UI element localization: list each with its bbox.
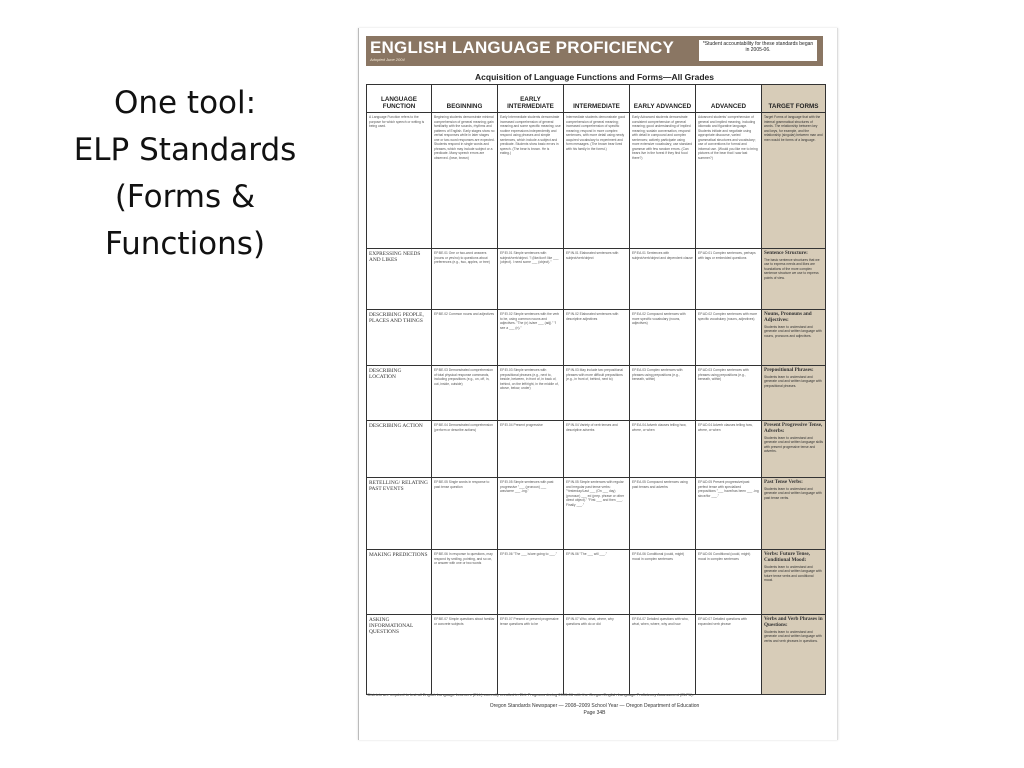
slide-title-line: One tool:	[113, 85, 257, 121]
function-cell: DESCRIBING ACTION	[367, 421, 432, 478]
standards-table	[366, 84, 826, 695]
table-cell: EP.EI.07 Present or present progressive tense questions with to be	[498, 615, 564, 695]
table-cell: EP.EA.04 Adverb clauses telling how, where, or when	[630, 421, 696, 478]
slide-title-line: Functions)	[104, 226, 266, 262]
table-cell: EP.IN.05 Simple sentences with regular and irregular past tense verbs: "Yesterday/Last ___ (On ___ day) (pronoun) ___ ed (prep. phrase or other direct object)." "First ___ and then ___. Finally ___."	[564, 478, 630, 550]
table-cell: EP.IN.07 Who, what, where, why questions with do or did	[564, 615, 630, 695]
document-banner	[366, 36, 823, 66]
table-cell: Intermediate students demonstrate good comprehension of general meaning; increased comprehension of specific meaning; respond in more complex sentences, with more detail using newly acquired vocabulary to experiment and form messages. (The brown bear lived with his family in the forest.)	[564, 113, 630, 249]
banner-note: *Student accountability for these standards began in 2005-06.	[698, 39, 818, 62]
target-form-text: Students learn to understand and generate oral and written language with past tense verbs.	[764, 486, 822, 500]
target-form-heading: Verbs: Future Tense, Conditional Mood:	[764, 551, 810, 563]
target-form-heading: Past Tense Verbs:	[764, 479, 803, 485]
table-cell: EP.EA.03 Complex sentences with phrases using prepositions (e.g., beneath, within)	[630, 366, 696, 421]
table-cell: EP.EA.02 Compound sentences with more specific vocabulary (nouns, adjectives)	[630, 310, 696, 366]
target-form-text: The basic sentence structures that we use to express needs and likes are foundations of the more complex sentence structure we use to express points of view.	[764, 257, 820, 280]
function-cell: ASKING INFORMATIONAL QUESTIONS	[367, 615, 432, 695]
target-form-cell	[762, 550, 826, 615]
table-cell: EP.AD.07 Detailed questions with expanded verb phrase	[696, 615, 762, 695]
target-form-text: Students learn to understand and generate oral and written language with nouns, pronouns and adjectives.	[764, 324, 822, 338]
table-cell: EP.AD.03 Complex sentences with phrases using prepositions (e.g., beneath, within)	[696, 366, 762, 421]
column-header: TARGET FORMS	[762, 85, 826, 113]
table-cell: EP.EA.07 Detailed questions with who, what, when, where, why and how	[630, 615, 696, 695]
table-cell: EP.BE.03 Demonstrated comprehension of total physical response commands, including prepositions (e.g., on, off, in, out, inside, outside)	[432, 366, 498, 421]
table-row	[367, 421, 826, 478]
page-number: Page 34B	[583, 710, 606, 716]
table-cell: EP.AD.01 Complex sentences, perhaps with tags or embedded questions	[696, 249, 762, 310]
target-form-heading: Verbs and Verb Phrases in Questions:	[764, 616, 823, 628]
table-cell: EP.AD.02 Complex sentences with more specific vocabulary (nouns, adjectives)	[696, 310, 762, 366]
function-cell: EXPRESSING NEEDS AND LIKES	[367, 249, 432, 310]
table-row	[367, 310, 826, 366]
document-footnote: *Districts are required to test all English Language Learners (ELL) currently enrolled in ELL Programs during 2005-06 with the Oregon English Language Proficiency Assessment (ELPA).	[366, 692, 694, 697]
table-cell: EP.EI.01 Simple sentences with subject/verb/object. "I (like/don't like ___ (object). I need some ___ (object)."	[498, 249, 564, 310]
elp-standards-document-image	[358, 28, 838, 740]
target-form-text: Students learn to understand and generate oral and written language with verbs and verb phrases in questions.	[764, 629, 822, 643]
function-cell: DESCRIBING PEOPLE, PLACES AND THINGS	[367, 310, 432, 366]
slide-title-line: (Forms &	[114, 179, 256, 215]
table-row	[367, 615, 826, 695]
target-form-cell	[762, 615, 826, 695]
table-cell: EP.BE.06 In response to questions, may respond by smiling, pointing, and so on, or answer with one or two words	[432, 550, 498, 615]
table-cell: EP.EI.06 "The ___ is/are going to ___."	[498, 550, 564, 615]
column-header: BEGINNING	[432, 85, 498, 113]
table-cell: EP.EI.02 Simple sentences with the verb to be, using common nouns and adjectives. "The (n) is/are ___ (adj)." "I see a ___ (n)."	[498, 310, 564, 366]
banner-title: ENGLISH LANGUAGE PROFICIENCY	[370, 38, 675, 57]
table-cell: Target Forms of language that with the internal grammatical structures of words. The relationship between key and keys, for example, and the relationship (singular) between man and men would be forms of a language.	[762, 113, 826, 249]
table-row	[367, 550, 826, 615]
table-header-row	[367, 85, 826, 113]
function-cell: MAKING PREDICTIONS	[367, 550, 432, 615]
function-cell: DESCRIBING LOCATION	[367, 366, 432, 421]
target-form-cell	[762, 366, 826, 421]
table-cell: EP.EI.03 Simple sentences with prepositional phrases (e.g., next to, beside, between, in front of, in back of, behind, on the left/right, in the middle of, above, below, under)	[498, 366, 564, 421]
table-cell: EP.IN.01 Elaborated sentences with subject/verb/object	[564, 249, 630, 310]
slide-title-line: ELP Standards	[73, 132, 297, 168]
column-header: ADVANCED	[696, 85, 762, 113]
target-form-text: Students learn to understand and generate oral and written language skills with present progressive tense and adverbs.	[764, 435, 824, 454]
table-cell: EP.BE.01 One or two-word answers (nouns or yes/no) to questions about preferences (e.g., two, apples, or tree)	[432, 249, 498, 310]
table-cell: EP.EI.05 Simple sentences with past progressive "___ (pronoun) ___ was/were ___ -ing."	[498, 478, 564, 550]
target-form-cell	[762, 478, 826, 550]
target-form-heading: Present Progressive Tense, Adverbs:	[764, 422, 823, 434]
table-cell: Beginning students demonstrate minimal comprehension of general meaning; gain familiarity with the sounds, rhythms and patterns of English. Early stages show no verbal responses while in later stages one or two-word responses are expected. Students respond in single words and phrases, which may include subject or a predicate. Many speech errors are observed. (bear, brown)	[432, 113, 498, 249]
table-row	[367, 478, 826, 550]
table-cell: EP.IN.03 May include two prepositional phrases with more difficult prepositions (e.g., in front of, behind, next to)	[564, 366, 630, 421]
column-header: LANGUAGE FUNCTION	[367, 85, 432, 113]
table-cell: Early Advanced students demonstrate consistent comprehension of general meaning; good understanding of implied meaning; sustain conversation, respond with detail in compound and complex sentences; actively participate using more extensive vocabulary; use standard grammar with few random errors. (Can bears live in the forest if they find food there?)	[630, 113, 696, 249]
target-form-cell	[762, 310, 826, 366]
target-form-cell	[762, 249, 826, 310]
table-cell: EP.AD.06 Conditional (could, might) mood in complex sentences	[696, 550, 762, 615]
target-form-cell	[762, 421, 826, 478]
table-row	[367, 249, 826, 310]
table-cell: EP.EA.05 Compound sentences using past tenses and adverbs	[630, 478, 696, 550]
table-cell: EP.BE.04 Demonstrated comprehension (perform or describe actions)	[432, 421, 498, 478]
table-cell: A Language Function refers to the purpose for which speech or writing is being used.	[367, 113, 432, 249]
banner-subtitle: Adopted June 2004	[370, 57, 405, 62]
intro-row	[367, 113, 826, 249]
table-cell: EP.IN.04 Variety of verb tenses and descriptive adverbs	[564, 421, 630, 478]
target-form-text: Students learn to understand and generate oral and written language with future tense verbs and conditional mood.	[764, 564, 822, 583]
table-row	[367, 366, 826, 421]
column-header: EARLY INTERMEDIATE	[498, 85, 564, 113]
table-cell: Early Intermediate students demonstrate increased comprehension of general meaning and some specific meaning; use routine expressions independently and respond using phrases and simple sentences, which include a subject and predicate. Students show basic errors in speech. (The bear is brown. He is eating.)	[498, 113, 564, 249]
table-cell: EP.EA.06 Conditional (could, might) mood in complex sentences	[630, 550, 696, 615]
table-cell: EP.BE.07 Simple questions about familiar or concrete subjects	[432, 615, 498, 695]
target-form-heading: Sentence Structure:	[764, 250, 808, 256]
table-cell: EP.IN.02 Elaborated sentences with descriptive adjectives	[564, 310, 630, 366]
function-cell: RETELLING/ RELATING PAST EVENTS	[367, 478, 432, 550]
table-heading: Acquisition of Language Functions and Forms—All Grades	[475, 72, 714, 82]
table-cell: EP.EA.01 Sentences with subject/verb/object and dependent clause	[630, 249, 696, 310]
table-cell: Advanced students' comprehension of general and implied meaning, including idiomatic and figurative language. Students initiate and negotiate using appropriate discourse, varied grammatical structures and vocabulary; use of conventions for formal and informal use. (Would you like me to bring pictures of the bear that I saw last summer?)	[696, 113, 762, 249]
table-cell: EP.AD.05 Present progressive/past perfect tense with specialized prepositions "___ have/has been ___ -ing since/for ___."	[696, 478, 762, 550]
slide-title	[40, 80, 330, 268]
target-form-heading: Prepositional Phrases:	[764, 367, 814, 373]
column-header: INTERMEDIATE	[564, 85, 630, 113]
document-footer	[366, 703, 823, 717]
target-form-text: Students learn to understand and generate oral and written language with prepositional phrases.	[764, 374, 822, 388]
footer-line: Oregon Standards Newspaper — 2008–2009 School Year — Oregon Department of Education	[489, 703, 700, 709]
target-form-heading: Nouns, Pronouns and Adjectives:	[764, 311, 812, 323]
column-header: EARLY ADVANCED	[630, 85, 696, 113]
table-cell: EP.EI.04 Present progressive	[498, 421, 564, 478]
table-cell: EP.BE.02 Common nouns and adjectives	[432, 310, 498, 366]
table-cell: EP.IN.06 "The ___ will ___."	[564, 550, 630, 615]
table-cell: EP.AD.04 Adverb clauses telling how, where, or when	[696, 421, 762, 478]
table-cell: EP.BE.05 Single words in response to past tense question	[432, 478, 498, 550]
